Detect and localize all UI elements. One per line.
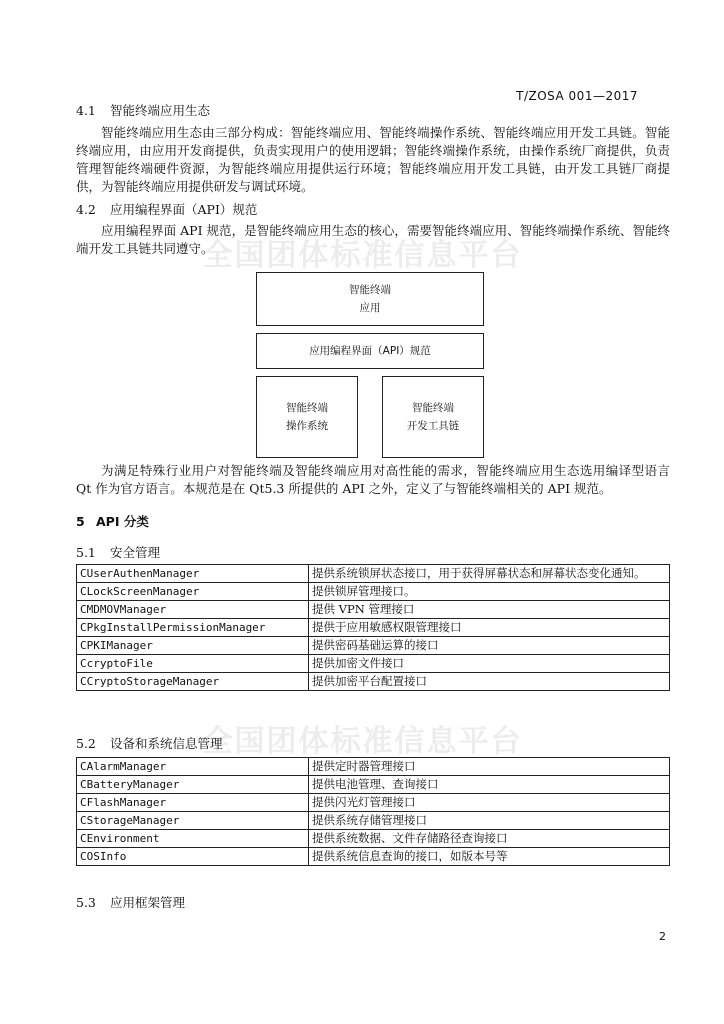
api-class-name: CCryptoStorageManager bbox=[77, 673, 309, 691]
section-heading-5-2 bbox=[76, 734, 223, 752]
api-class-name: CMDMOVManager bbox=[77, 601, 309, 619]
security-api-table bbox=[76, 564, 670, 691]
section-heading-5-1 bbox=[76, 543, 160, 561]
diagram-box-api-label: 应用编程界面（API）规范 bbox=[309, 345, 431, 357]
table-row bbox=[77, 758, 670, 776]
section-title: 应用框架管理 bbox=[110, 895, 186, 910]
paragraph-app-ecosystem: 智能终端应用生态由三部分构成：智能终端应用、智能终端操作系统、智能终端应用开发工具链。智能终端应用，由应用开发商提供，负责实现用户的使用逻辑；智能终端操作系统，由操作系统厂商提供，负责管理智能终端硬件资源，为智能终端应用提供运行环境；智能终端应用开发工具链，由开发工具链厂商提供，为智能终端应用提供研发与调试环境。 bbox=[76, 125, 670, 194]
table-row bbox=[77, 776, 670, 794]
api-description: 提供加密平台配置接口 bbox=[309, 673, 670, 691]
api-class-name: CAlarmManager bbox=[77, 758, 309, 776]
table-row bbox=[77, 673, 670, 691]
section-heading-4-1 bbox=[76, 101, 210, 119]
table-row bbox=[77, 830, 670, 848]
section-number: 5 bbox=[76, 514, 85, 529]
page-number: 2 bbox=[659, 930, 666, 943]
section-title: API 分类 bbox=[96, 514, 149, 529]
diagram-box-os-line2: 操作系统 bbox=[286, 420, 328, 432]
api-description: 提供系统存储管理接口 bbox=[309, 812, 670, 830]
table-row bbox=[77, 655, 670, 673]
section-number: 5.2 bbox=[76, 736, 96, 751]
api-class-name: CEnvironment bbox=[77, 830, 309, 848]
diagram-box-app bbox=[256, 272, 484, 326]
api-description: 提供系统数据、文件存储路径查询接口 bbox=[309, 830, 670, 848]
section-title: 智能终端应用生态 bbox=[110, 103, 211, 118]
table-row bbox=[77, 619, 670, 637]
section-heading-5-3 bbox=[76, 893, 185, 911]
table-row bbox=[77, 565, 670, 583]
table-row bbox=[77, 848, 670, 866]
diagram-box-app-line1: 智能终端 bbox=[349, 284, 391, 296]
api-class-name: CLockScreenManager bbox=[77, 583, 309, 601]
paragraph-qt-language: 为满足特殊行业用户对智能终端及智能终端应用对高性能的需求，智能终端应用生态选用编译型语言 Qt 作为官方语言。本规范是在 Qt5.3 所提供的 API 之外，定义了与智能终端相关的 API 规范。 bbox=[76, 463, 670, 496]
api-class-name: CBatteryManager bbox=[77, 776, 309, 794]
api-description: 提供密码基础运算的接口 bbox=[309, 637, 670, 655]
watermark-text: 全国团体标准信息平台 bbox=[202, 238, 523, 273]
table-row bbox=[77, 583, 670, 601]
table-row bbox=[77, 637, 670, 655]
api-description: 提供系统锁屏状态接口，用于获得屏幕状态和屏幕状态变化通知。 bbox=[309, 565, 670, 583]
api-description: 提供闪光灯管理接口 bbox=[309, 794, 670, 812]
paragraph-api-spec: 应用编程界面 API 规范，是智能终端应用生态的核心，需要智能终端应用、智能终端操作系统、智能终端开发工具链共同遵守。 bbox=[76, 223, 670, 256]
section-heading-5 bbox=[76, 512, 149, 530]
api-class-name: CcryptoFile bbox=[77, 655, 309, 673]
watermark-text: 全国团体标准信息平台 bbox=[202, 724, 523, 759]
api-class-name: CStorageManager bbox=[77, 812, 309, 830]
api-class-name: CUserAuthenManager bbox=[77, 565, 309, 583]
diagram-box-os-line1: 智能终端 bbox=[286, 402, 328, 414]
section-heading-4-2 bbox=[76, 200, 257, 218]
document-id-header: T/ZOSA 001—2017 bbox=[516, 89, 638, 103]
api-class-name: CFlashManager bbox=[77, 794, 309, 812]
ecosystem-diagram bbox=[256, 272, 486, 458]
api-description: 提供定时器管理接口 bbox=[309, 758, 670, 776]
table-row bbox=[77, 812, 670, 830]
diagram-box-app-line2: 应用 bbox=[359, 302, 381, 314]
table-row bbox=[77, 794, 670, 812]
api-description: 提供 VPN 管理接口 bbox=[309, 601, 670, 619]
section-title: 设备和系统信息管理 bbox=[110, 736, 223, 751]
section-number: 4.2 bbox=[76, 202, 96, 217]
diagram-box-api bbox=[256, 333, 484, 369]
diagram-box-toolchain-line2: 开发工具链 bbox=[406, 420, 460, 432]
section-title: 应用编程界面（API）规范 bbox=[110, 202, 258, 217]
section-title: 安全管理 bbox=[110, 545, 161, 560]
section-number: 5.1 bbox=[76, 545, 96, 560]
api-description: 提供锁屏管理接口。 bbox=[309, 583, 670, 601]
table-row bbox=[77, 601, 670, 619]
diagram-box-os bbox=[256, 376, 358, 458]
diagram-box-toolchain-line1: 智能终端 bbox=[412, 402, 454, 414]
api-class-name: CPkgInstallPermissionManager bbox=[77, 619, 309, 637]
section-number: 5.3 bbox=[76, 895, 96, 910]
api-description: 提供系统信息查询的接口，如版本号等 bbox=[309, 848, 670, 866]
api-description: 提供电池管理、查询接口 bbox=[309, 776, 670, 794]
device-info-api-table bbox=[76, 757, 670, 866]
diagram-box-toolchain bbox=[382, 376, 484, 458]
api-class-name: COSInfo bbox=[77, 848, 309, 866]
api-class-name: CPKIManager bbox=[77, 637, 309, 655]
api-description: 提供加密文件接口 bbox=[309, 655, 670, 673]
section-number: 4.1 bbox=[76, 103, 96, 118]
api-description: 提供于应用敏感权限管理接口 bbox=[309, 619, 670, 637]
